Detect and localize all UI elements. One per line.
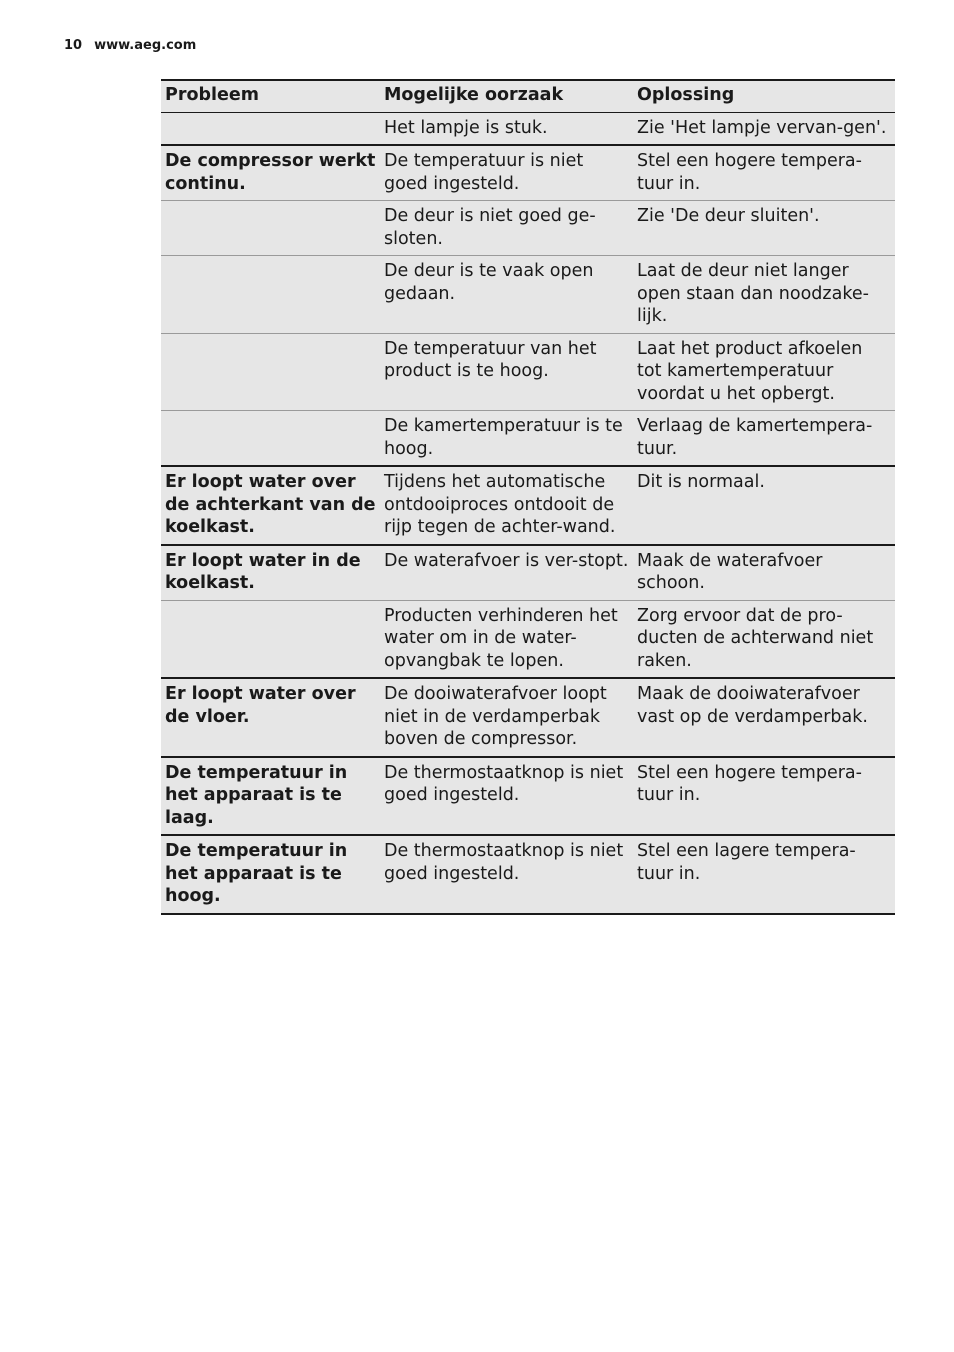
cause-cell: De temperatuur van het product is te hoog. — [380, 333, 633, 411]
problem-cell: De compressor werkt continu. — [161, 145, 380, 201]
cause-cell: De deur is niet goed ge-sloten. — [380, 201, 633, 256]
table-row — [161, 835, 895, 914]
problem-cell: Er loopt water over de vloer. — [161, 678, 380, 757]
table-row — [161, 466, 895, 545]
table-header-row — [161, 80, 895, 112]
table-row — [161, 112, 895, 145]
problem-cell — [161, 600, 380, 678]
problem-cell — [161, 112, 380, 145]
column-header-cause: Mogelijke oorzaak — [380, 80, 633, 112]
solution-cell: Stel een lagere tempera-tuur in. — [633, 835, 895, 914]
cause-cell: Tijdens het automatische ontdooiproces ontdooit de rijp tegen de achter-wand. — [380, 466, 633, 545]
table-row — [161, 145, 895, 201]
column-header-solution: Oplossing — [633, 80, 895, 112]
page-number: 10 — [64, 38, 83, 53]
cause-cell: De thermostaatknop is niet goed ingesteld. — [380, 757, 633, 836]
solution-cell: Laat het product afkoelen tot kamertemperatuur voordat u het opbergt. — [633, 333, 895, 411]
table-body — [161, 112, 895, 914]
solution-cell: Zie 'Het lampje vervan-gen'. — [633, 112, 895, 145]
solution-cell: Zorg ervoor dat de pro-ducten de achterwand niet raken. — [633, 600, 895, 678]
table-row — [161, 757, 895, 836]
cause-cell: De waterafvoer is ver-stopt. — [380, 545, 633, 601]
column-header-problem: Probleem — [161, 80, 380, 112]
table-row — [161, 545, 895, 601]
cause-cell: De dooiwaterafvoer loopt niet in de verdamperbak boven de compressor. — [380, 678, 633, 757]
solution-cell: Maak de dooiwaterafvoer vast op de verdamperbak. — [633, 678, 895, 757]
cause-cell: Het lampje is stuk. — [380, 112, 633, 145]
solution-cell: Laat de deur niet langer open staan dan noodzake-lijk. — [633, 256, 895, 334]
cause-cell: De deur is te vaak open gedaan. — [380, 256, 633, 334]
solution-cell: Verlaag de kamertempera-tuur. — [633, 411, 895, 467]
cause-cell: De temperatuur is niet goed ingesteld. — [380, 145, 633, 201]
solution-cell: Stel een hogere tempera-tuur in. — [633, 145, 895, 201]
solution-cell: Maak de waterafvoer schoon. — [633, 545, 895, 601]
problem-cell: Er loopt water over de achterkant van de koelkast. — [161, 466, 380, 545]
table-row — [161, 678, 895, 757]
problem-cell — [161, 333, 380, 411]
table-row — [161, 411, 895, 467]
troubleshooting-table — [161, 79, 895, 915]
cause-cell: De kamertemperatuur is te hoog. — [380, 411, 633, 467]
table-row — [161, 600, 895, 678]
problem-cell: Er loopt water in de koelkast. — [161, 545, 380, 601]
website-url: www.aeg.com — [94, 38, 197, 53]
troubleshooting-table-container — [161, 79, 895, 915]
solution-cell: Dit is normaal. — [633, 466, 895, 545]
cause-cell: Producten verhinderen het water om in de water-opvangbak te lopen. — [380, 600, 633, 678]
table-row — [161, 256, 895, 334]
problem-cell: De temperatuur in het apparaat is te hoog. — [161, 835, 380, 914]
problem-cell — [161, 256, 380, 334]
cause-cell: De thermostaatknop is niet goed ingesteld. — [380, 835, 633, 914]
solution-cell: Stel een hogere tempera-tuur in. — [633, 757, 895, 836]
page-header — [64, 38, 196, 53]
table-row — [161, 333, 895, 411]
problem-cell — [161, 411, 380, 467]
solution-cell: Zie 'De deur sluiten'. — [633, 201, 895, 256]
table-row — [161, 201, 895, 256]
problem-cell — [161, 201, 380, 256]
problem-cell: De temperatuur in het apparaat is te laag. — [161, 757, 380, 836]
